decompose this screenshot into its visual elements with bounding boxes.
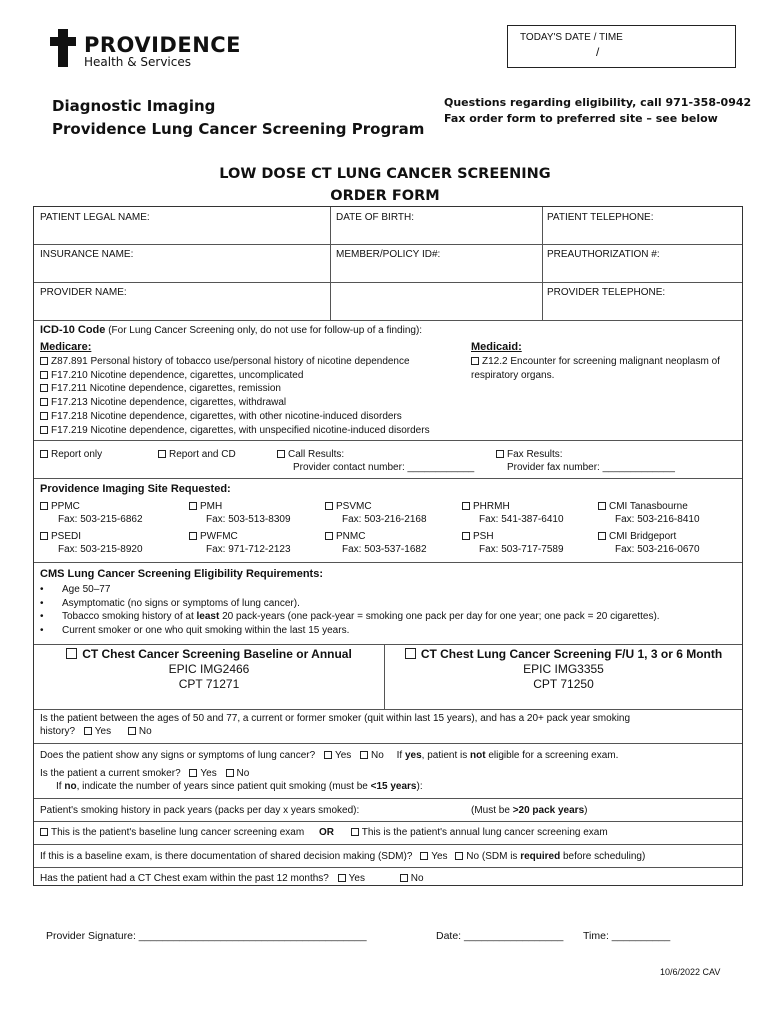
medicare-code[interactable]: Z87.891 Personal history of tobacco use/personal history of nicotine dependence: [40, 355, 430, 369]
eligibility-phone: Questions regarding eligibility, call 971-358-0942: [444, 96, 752, 109]
checkbox: [40, 532, 48, 540]
site-pwfmc[interactable]: PWFMC: [189, 531, 238, 543]
followup-exam-option[interactable]: CT Chest Lung Cancer Screening F/U 1, 3 or 6 Month EPIC IMG3355 CPT 71250: [385, 647, 742, 692]
medicaid-label: Medicaid:: [471, 341, 522, 353]
site-fax: Fax: 971-712-2123: [206, 544, 291, 555]
site-pmh[interactable]: PMH: [189, 501, 222, 513]
q1-no[interactable]: No: [128, 726, 152, 737]
checkbox: [351, 828, 359, 836]
department-heading: [52, 95, 424, 141]
checkbox: [40, 357, 48, 365]
medicare-codes: [40, 355, 430, 437]
eligibility-heading: CMS Lung Cancer Screening Eligibility Requirements:: [40, 568, 323, 580]
contact-info: [444, 95, 751, 127]
checkbox: [420, 852, 428, 860]
site-cmi-bridgeport[interactable]: CMI Bridgeport: [598, 531, 676, 543]
form-title-line-2: ORDER FORM: [330, 188, 440, 204]
q6-no[interactable]: No (SDM is required before scheduling): [455, 851, 645, 862]
list-item: • Age 50–77: [40, 584, 111, 595]
date-time-label: TODAY'S DATE / TIME: [520, 32, 623, 43]
site-fax: Fax: 503-513-8309: [206, 514, 291, 525]
q-age-smoker-line2: history? Yes No: [40, 726, 152, 737]
checkbox: [40, 502, 48, 510]
q-age-smoker-line1: Is the patient between the ages of 50 and 77, a current or former smoker (quit within last 15 years), and has a 20+ pack year smoking: [40, 713, 631, 724]
site-fax: Fax: 503-216-8410: [615, 514, 700, 525]
annual-exam-checkbox[interactable]: This is the patient's annual lung cancer screening exam: [351, 827, 608, 838]
signature-date-field[interactable]: Date: _________________: [436, 930, 564, 942]
q-years-quit[interactable]: If no, indicate the number of years since patient quit smoking (must be <15 years):: [56, 781, 423, 792]
medicare-label: Medicare:: [40, 341, 92, 353]
q7-yes[interactable]: Yes: [338, 873, 365, 884]
list-item: • Current smoker or one who quit smoking within the last 15 years.: [40, 625, 350, 637]
q-pack-years[interactable]: Patient's smoking history in pack years (packs per day x years smoked):: [40, 805, 360, 816]
checkbox: [325, 502, 333, 510]
checkbox: [598, 502, 606, 510]
baseline-exam-checkbox[interactable]: This is the patient's baseline lung cancer screening exam: [40, 827, 304, 838]
signature-time-field[interactable]: Time: __________: [583, 930, 671, 942]
site-psedi[interactable]: PSEDI: [40, 531, 81, 543]
provider-name-field[interactable]: PROVIDER NAME:: [40, 287, 127, 298]
provider-fax-number[interactable]: Provider fax number: _____________: [507, 462, 675, 473]
q7-no[interactable]: No: [400, 873, 424, 884]
q-current-smoker: Is the patient a current smoker? Yes No: [40, 768, 250, 779]
medicare-code[interactable]: F17.213 Nicotine dependence, cigarettes, withdrawal: [40, 396, 430, 410]
site-fax: Fax: 503-216-0670: [615, 544, 700, 555]
checkbox: [325, 532, 333, 540]
form-title-line-1: LOW DOSE CT LUNG CANCER SCREENING: [219, 166, 551, 182]
q-sdm: If this is a baseline exam, is there documentation of shared decision making (SDM)? Yes No (SDM is required before scheduling): [40, 851, 646, 862]
checkbox: [598, 532, 606, 540]
checkbox: [455, 852, 463, 860]
member-policy-id-field[interactable]: MEMBER/POLICY ID#:: [336, 249, 441, 260]
site-psvmc[interactable]: PSVMC: [325, 501, 372, 513]
medicare-code[interactable]: F17.218 Nicotine dependence, cigarettes, with other nicotine-induced disorders: [40, 410, 430, 424]
q2-yes[interactable]: Yes: [324, 750, 351, 761]
checkbox: [40, 828, 48, 836]
checkbox: [40, 371, 48, 379]
medicaid-code[interactable]: Z12.2 Encounter for screening malignant neoplasm of respiratory organs.: [471, 356, 720, 381]
order-form: [33, 206, 743, 886]
icd10-heading: ICD-10 Code (For Lung Cancer Screening only, do not use for follow-up of a finding):: [40, 324, 423, 336]
patient-legal-name-field[interactable]: PATIENT LEGAL NAME:: [40, 212, 150, 223]
checkbox: [226, 769, 234, 777]
checkbox: [496, 450, 504, 458]
q3-yes[interactable]: Yes: [189, 768, 216, 779]
date-of-birth-field[interactable]: DATE OF BIRTH:: [336, 212, 414, 223]
eligibility-list: [40, 583, 660, 638]
pack-years-requirement: (Must be >20 pack years): [471, 805, 588, 816]
checkbox: [40, 384, 48, 392]
q-baseline-or-annual: This is the patient's baseline lung cancer screening exam OR This is the patient's annual lung cancer screening exam: [40, 827, 608, 839]
provider-contact-number[interactable]: Provider contact number: ____________: [293, 462, 475, 473]
site-cmi-tanasbourne[interactable]: CMI Tanasbourne: [598, 501, 688, 513]
form-version: 10/6/2022 CAV: [660, 967, 721, 977]
logo-subtitle: Health & Services: [84, 55, 191, 69]
provider-telephone-field[interactable]: PROVIDER TELEPHONE:: [547, 287, 666, 298]
q3-no[interactable]: No: [226, 768, 250, 779]
checkbox: [324, 751, 332, 759]
checkbox: [189, 532, 197, 540]
report-and-cd-option[interactable]: Report and CD: [158, 449, 236, 461]
date-time-separator: /: [596, 45, 600, 59]
patient-telephone-field[interactable]: PATIENT TELEPHONE:: [547, 212, 654, 223]
todays-date-time-box[interactable]: [507, 25, 736, 68]
provider-signature-field[interactable]: Provider Signature: _______________________________________: [46, 930, 367, 942]
providence-logo-cross-icon: [50, 29, 76, 67]
baseline-exam-option[interactable]: CT Chest Cancer Screening Baseline or Annual EPIC IMG2466 CPT 71271: [34, 647, 384, 692]
site-fax: Fax: 541-387-6410: [479, 514, 564, 525]
fax-results-option[interactable]: Fax Results:: [496, 449, 563, 461]
site-fax: Fax: 503-216-2168: [342, 514, 427, 525]
site-fax: Fax: 503-215-8920: [58, 544, 143, 555]
checkbox: [189, 769, 197, 777]
q2-no[interactable]: No: [360, 750, 384, 761]
checkbox: [40, 412, 48, 420]
medicare-code[interactable]: F17.219 Nicotine dependence, cigarettes, with unspecified nicotine-induced disorders: [40, 424, 430, 438]
fax-note: Fax order form to preferred site – see below: [444, 112, 718, 125]
preauthorization-field[interactable]: PREAUTHORIZATION #:: [547, 249, 660, 260]
medicare-code[interactable]: F17.210 Nicotine dependence, cigarettes, uncomplicated: [40, 369, 430, 383]
site-psh[interactable]: PSH: [462, 531, 494, 543]
checkbox: [84, 727, 92, 735]
checkbox: [400, 874, 408, 882]
checkbox: [405, 648, 416, 659]
report-only-option[interactable]: Report only: [40, 449, 102, 461]
checkbox: [277, 450, 285, 458]
checkbox: [360, 751, 368, 759]
site-fax: Fax: 503-215-6862: [58, 514, 143, 525]
list-item: • Tobacco smoking history of at least 20 pack-years (one pack-year = smoking one pack per day for one year; one pack = 20 cigarettes).: [40, 611, 660, 623]
checkbox: [128, 727, 136, 735]
logo-name: PROVIDENCE: [84, 33, 242, 57]
site-phrmh[interactable]: PHRMH: [462, 501, 510, 513]
insurance-name-field[interactable]: INSURANCE NAME:: [40, 249, 134, 260]
site-pnmc[interactable]: PNMC: [325, 531, 365, 543]
checkbox: [471, 357, 479, 365]
medicare-code[interactable]: F17.211 Nicotine dependence, cigarettes, remission: [40, 382, 430, 396]
list-item: • Asymptomatic (no signs or symptoms of lung cancer).: [40, 597, 300, 609]
checkbox: [40, 426, 48, 434]
dept-line-1: Diagnostic Imaging: [52, 97, 216, 115]
site-fax: Fax: 503-717-7589: [479, 544, 564, 555]
dept-line-2: Providence Lung Cancer Screening Program: [52, 120, 425, 138]
checkbox: [189, 502, 197, 510]
site-fax: Fax: 503-537-1682: [342, 544, 427, 555]
q-recent-ct: Has the patient had a CT Chest exam within the past 12 months? Yes No: [40, 873, 424, 884]
call-results-option[interactable]: Call Results:: [277, 449, 344, 461]
checkbox: [66, 648, 77, 659]
checkbox: [40, 450, 48, 458]
site-ppmc[interactable]: PPMC: [40, 501, 80, 513]
checkbox: [40, 398, 48, 406]
checkbox: [338, 874, 346, 882]
checkbox: [462, 532, 470, 540]
q1-yes[interactable]: Yes: [84, 726, 111, 737]
imaging-site-heading: Providence Imaging Site Requested:: [40, 483, 231, 495]
q-symptoms: Does the patient show any signs or symptoms of lung cancer? Yes No If yes, patient is not eligible for a screening exam.: [40, 750, 619, 761]
checkbox: [462, 502, 470, 510]
q6-yes[interactable]: Yes: [420, 851, 447, 862]
checkbox: [158, 450, 166, 458]
